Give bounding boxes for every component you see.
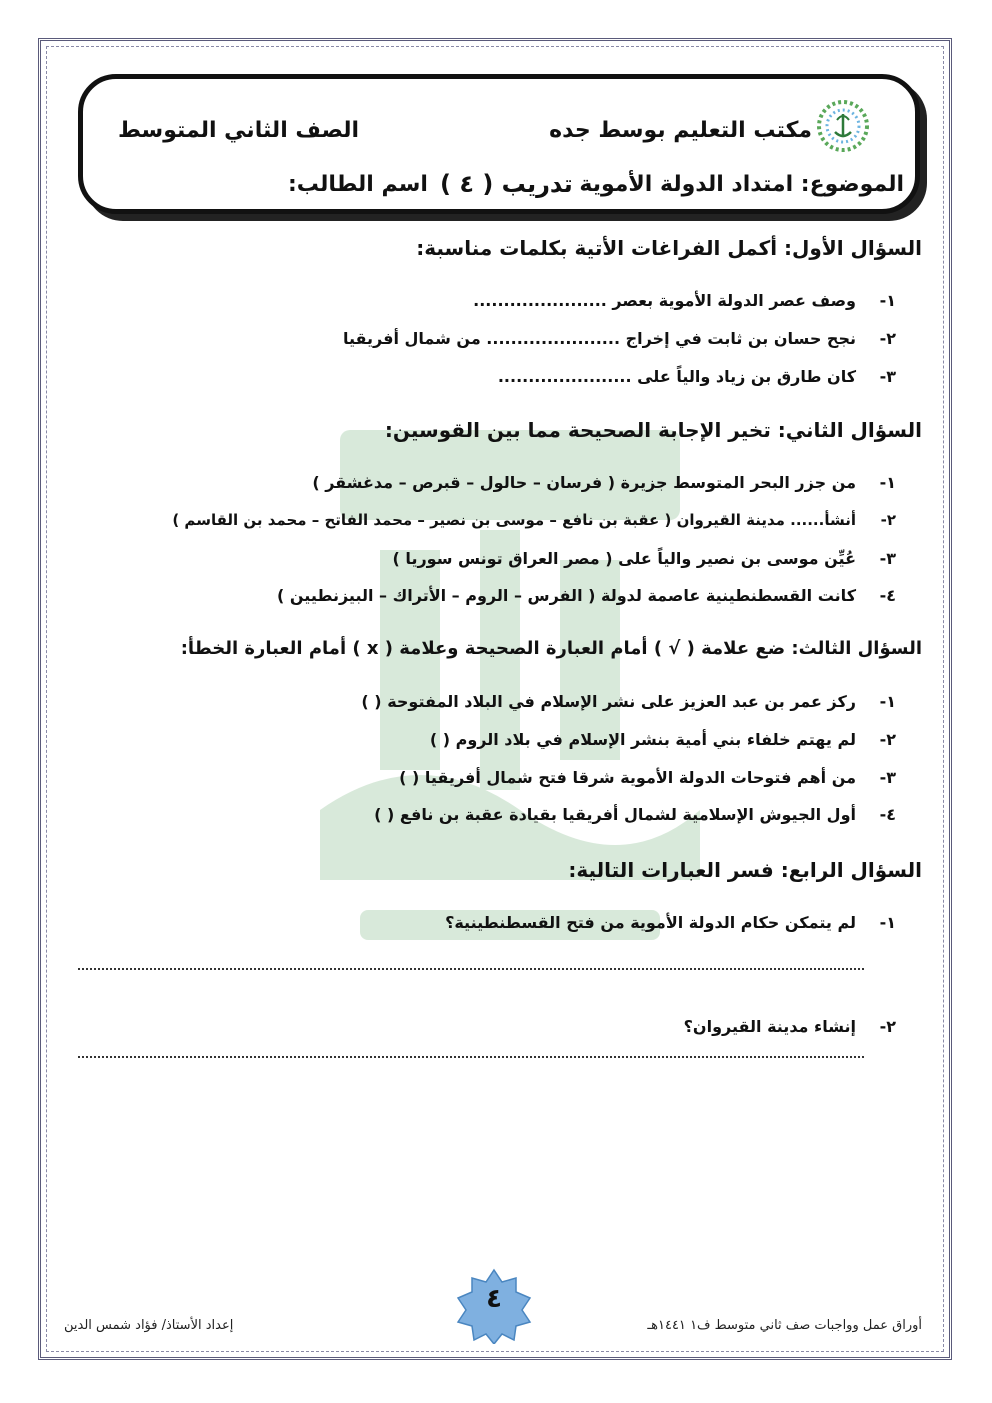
watermark-logo-icon (300, 410, 720, 970)
page-number: ٤ (486, 1284, 502, 1314)
office-name: مكتب التعليم بوسط جده (549, 118, 812, 143)
exercise-label: تدريب ( ٤ ) (440, 170, 573, 198)
q1-item: ٣- كان طارق بن زياد والياً على ...................... (497, 367, 896, 386)
q1-item: ١- وصف عصر الدولة الأموية بعصر ...................... (473, 291, 896, 310)
q3-item: ٣- من أهم فتوحات الدولة الأموية شرقا فتح شمال أفريقيا ( ) (399, 768, 896, 787)
answer-line[interactable] (78, 1056, 864, 1058)
q2-item: ٤- كانت القسطنطينية عاصمة لدولة ( الفرس – الروم – الأتراك – البيزنطيين ) (277, 586, 896, 605)
q1-item: ٢- نجح حسان بن ثابت في إخراج ...................... من شمال أفريقيا (342, 329, 896, 348)
q2-item: ٢- أنشأ...... مدينة القيروان ( عقبة بن نافع – موسى بن نصير – محمد الفاتح – محمد بن القاسم ) (172, 511, 896, 529)
ministry-logo-icon (815, 98, 871, 154)
q3-item: ١- ركز عمر بن عبد العزيز على نشر الإسلام في البلاد المفتوحة ( ) (361, 692, 896, 711)
q3-item: ٢- لم يهتم خلفاء بني أمية بنشر الإسلام في بلاد الروم ( ) (429, 730, 896, 749)
q3-item: ٤- أول الجيوش الإسلامية لشمال أفريقيا بقيادة عقبة بن نافع ( ) (374, 805, 896, 824)
q4-item: ١- لم يتمكن حكام الدولة الأموية من فتح القسطنطينية؟ (445, 913, 896, 932)
q2-item: ٣- عُيِّن موسى بن نصير والياً على ( مصر العراق تونس سوريا ) (392, 549, 896, 568)
q2-item: ١- من جزر البحر المتوسط جزيرة ( فرسان – حالول – قبرص – مدغشقر ) (312, 473, 896, 492)
q4-title: السؤال الرابع: فسر العبارات التالية: (568, 858, 922, 882)
footer-author: إعداد الأستاذ/ فؤاد شمس الدين (64, 1318, 234, 1333)
q3-title: السؤال الثالث: ضع علامة ( √ ) أمام العبارة الصحيحة وعلامة ( x ) أمام العبارة الخطأ: (180, 638, 922, 659)
grade-label: الصف الثاني المتوسط (118, 118, 360, 143)
q4-item: ٢- إنشاء مدينة القيروان؟ (683, 1017, 896, 1036)
q2-title: السؤال الثاني: تخير الإجابة الصحيحة مما بين القوسين: (384, 418, 922, 442)
footer-title: أوراق عمل وواجبات صف ثاني متوسط ف١ ١٤٤١هـ (647, 1318, 922, 1333)
answer-line[interactable] (78, 968, 864, 970)
q1-title: السؤال الأول: أكمل الفراغات الأتية بكلمات مناسبة: (416, 236, 922, 260)
student-name-label: اسم الطالب: (288, 172, 428, 197)
subject-label: الموضوع: امتداد الدولة الأموية (579, 172, 904, 197)
